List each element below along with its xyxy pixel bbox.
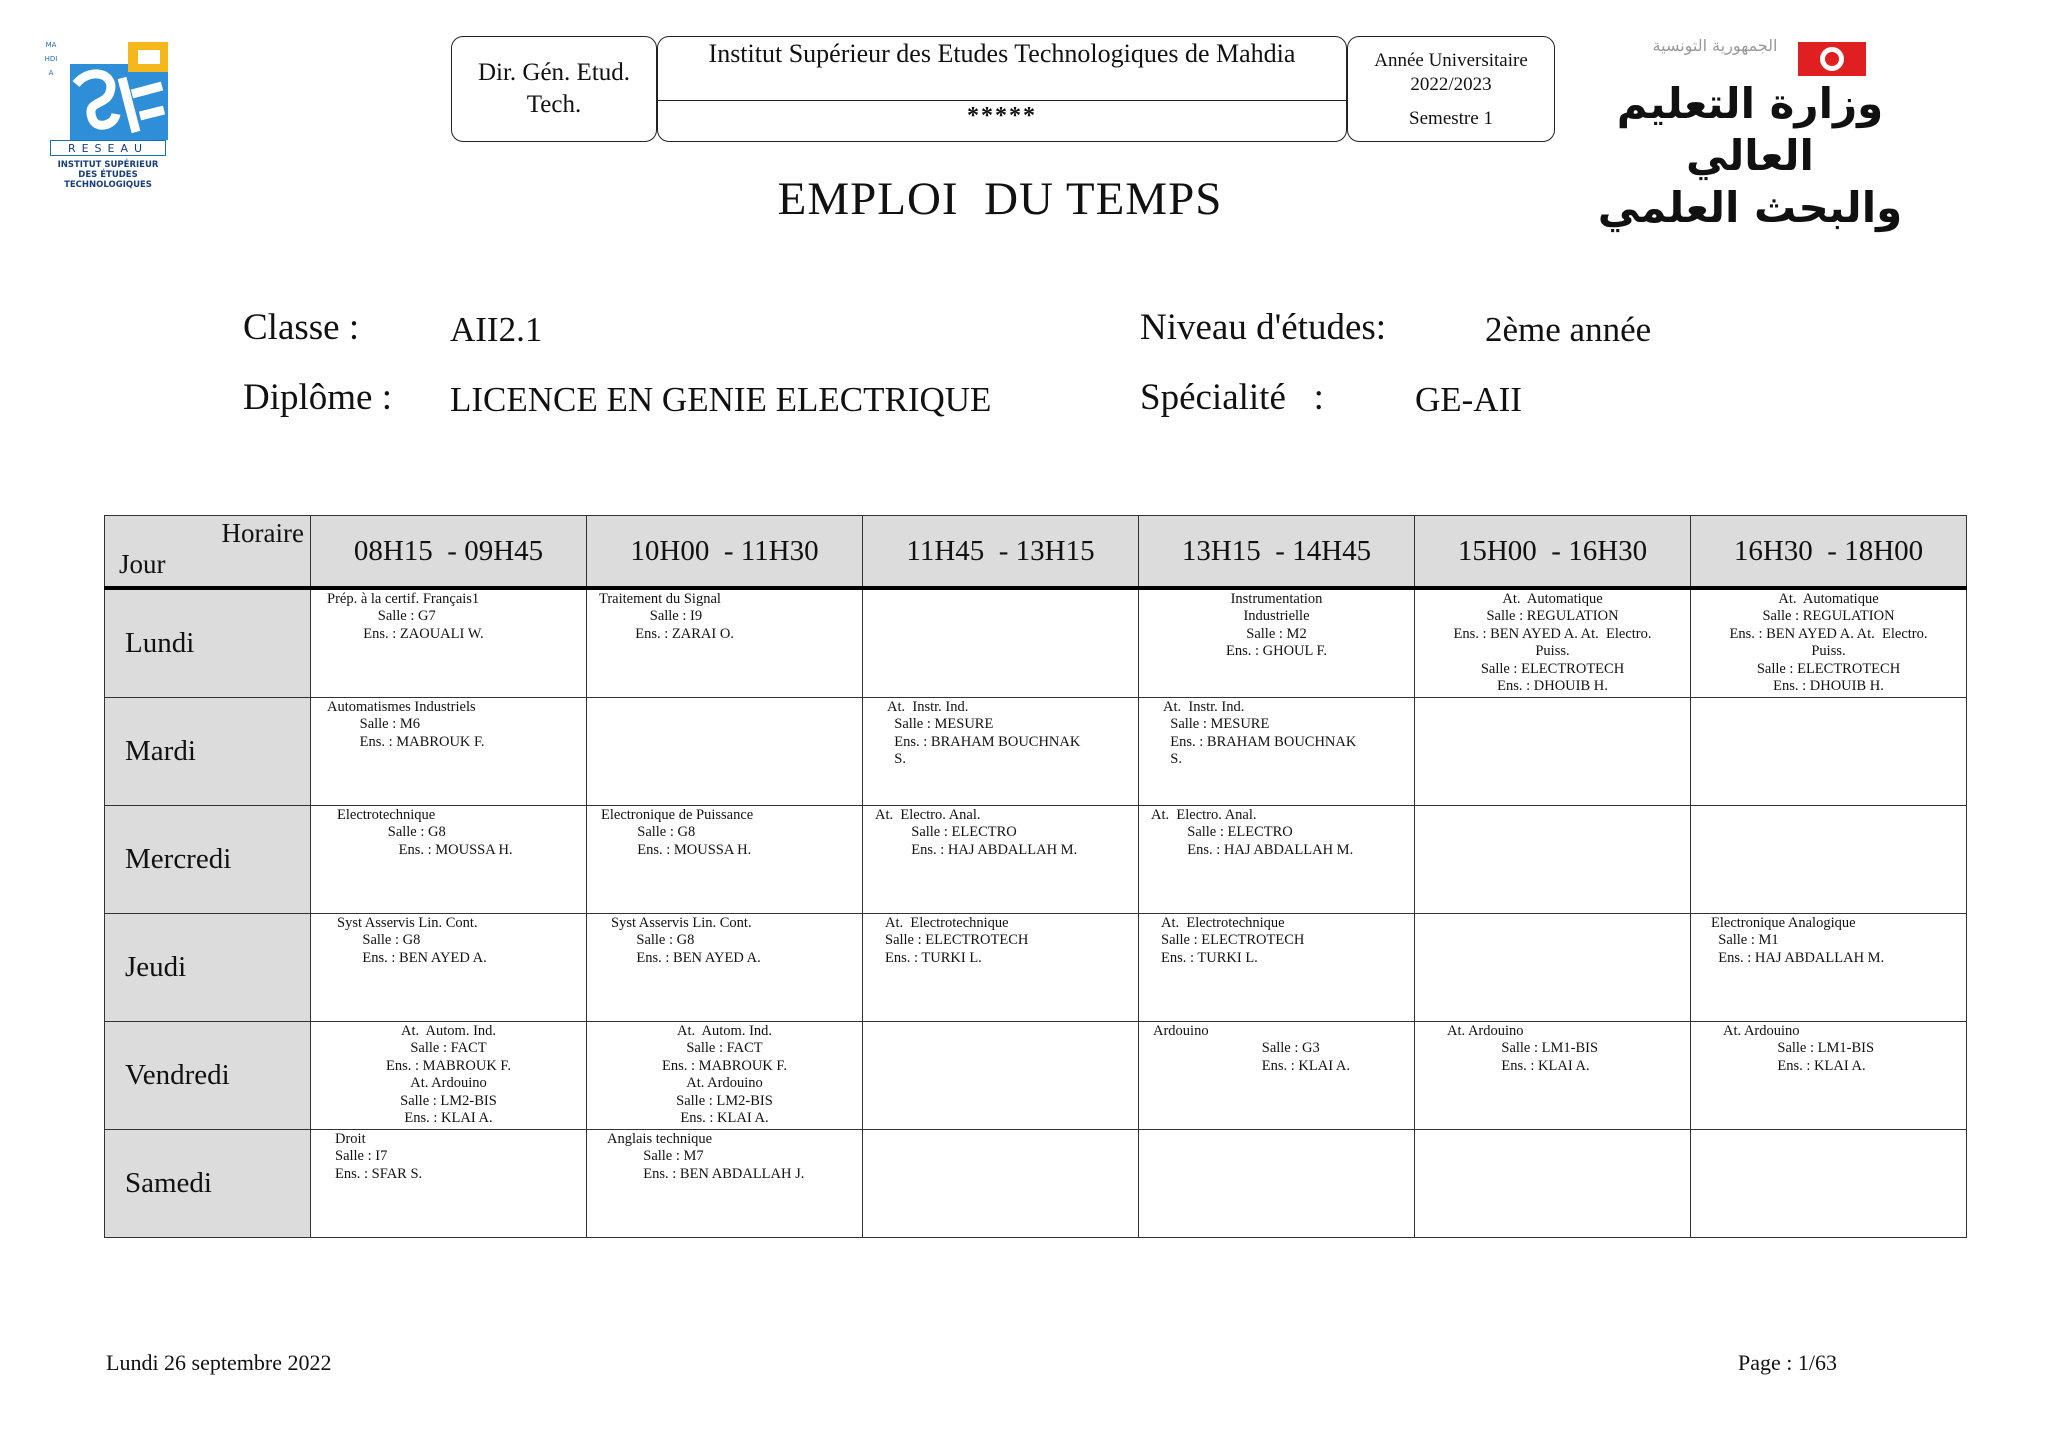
institute-logo: [36, 34, 176, 194]
course-cell: [1691, 914, 1967, 1022]
day-cell: Lundi: [105, 588, 311, 698]
jour-label: Jour: [119, 549, 166, 579]
course-text: Instrumentation Industrielle Salle : M2 Ens. : GHOUL F.: [1225, 591, 1327, 660]
horaire-label: Horaire: [221, 518, 304, 548]
course-text: [863, 590, 1138, 591]
course-cell: [1415, 1130, 1691, 1238]
course-cell: [1415, 1022, 1691, 1130]
course-cell: [587, 588, 863, 698]
course-text: Automatismes Industriels Salle : M6 Ens. : MABROUK F.: [327, 699, 485, 750]
course-cell: [1415, 588, 1691, 698]
academic-year-value: 2022/2023: [1410, 74, 1492, 95]
slot-header-5: 15H00 - 16H30: [1415, 516, 1691, 589]
footer-page-number: Page : 1/63: [1738, 1350, 1837, 1375]
slot-header-2: 10H00 - 11H30: [587, 516, 863, 589]
stars-separator: *****: [967, 103, 1037, 129]
niveau-value: 2ème année: [1485, 310, 1652, 349]
course-text: Electronique Analogique Salle : M1 Ens. : HAJ ABDALLAH M.: [1711, 915, 1885, 966]
table-row-mardi: [105, 698, 1967, 806]
semester-label: Semestre 1: [1409, 108, 1493, 129]
course-text: [1415, 698, 1690, 699]
course-cell: [311, 1130, 587, 1238]
course-text: Ardouino Salle : G3 Ens. : KLAI A.: [1153, 1023, 1350, 1074]
course-text: [1139, 1130, 1414, 1131]
table-header-row: [105, 516, 1967, 589]
course-cell: [1415, 914, 1691, 1022]
course-cell: [587, 806, 863, 914]
course-cell: [587, 1130, 863, 1238]
course-cell: [587, 698, 863, 806]
course-cell: [1691, 806, 1967, 914]
institute-box: [657, 36, 1347, 142]
footer-date: Lundi 26 septembre 2022: [106, 1350, 332, 1375]
specialite-value: GE-AII: [1415, 380, 1522, 419]
course-cell: [1139, 588, 1415, 698]
course-cell: [1691, 1130, 1967, 1238]
timetable: [104, 515, 1967, 1238]
table-row-samedi: [105, 1130, 1967, 1238]
course-text: At. Instr. Ind. Salle : MESURE Ens. : BRAHAM BOUCHNAK S.: [1163, 699, 1357, 768]
course-cell: [863, 914, 1139, 1022]
logo-graphic-icon: [36, 34, 176, 144]
course-text: At. Electrotechnique Salle : ELECTROTECH Ens. : TURKI L.: [1161, 915, 1305, 966]
course-text: At. Electro. Anal. Salle : ELECTRO Ens. : HAJ ABDALLAH M.: [875, 807, 1078, 858]
course-text: [1415, 1130, 1690, 1131]
direction-text: Dir. Gén. Etud. Tech.: [477, 59, 631, 118]
ministry-name: وزارة التعليم العالي والبحث العلمي: [1597, 79, 1903, 232]
slot-header-1: 08H15 - 09H45: [311, 516, 587, 589]
day-cell: Mercredi: [105, 806, 311, 914]
course-cell: [863, 1022, 1139, 1130]
course-cell: [1691, 588, 1967, 698]
course-cell: [311, 698, 587, 806]
institute-name: Institut Supérieur des Etudes Technologiques de Mahdia: [658, 37, 1346, 101]
course-text: Traitement du Signal Salle : I9 Ens. : ZARAI O.: [599, 591, 734, 642]
course-text: At. Autom. Ind. Salle : FACT Ens. : MABROUK F. At. Ardouino Salle : LM2-BIS Ens. : KLAI A.: [386, 1023, 511, 1127]
course-text: [863, 1130, 1138, 1131]
direction-box: [451, 36, 657, 142]
course-text: At. Autom. Ind. Salle : FACT Ens. : MABROUK F. At. Ardouino Salle : LM2-BIS Ens. : KLAI A.: [662, 1023, 787, 1127]
course-cell: [311, 588, 587, 698]
course-text: [1691, 806, 1966, 807]
course-cell: [1139, 914, 1415, 1022]
specialite-label: Spécialité :: [1140, 377, 1324, 418]
course-text: Syst Asservis Lin. Cont. Salle : G8 Ens. : BEN AYED A.: [337, 915, 487, 966]
course-text: [587, 698, 862, 699]
course-text: At. Electrotechnique Salle : ELECTROTECH Ens. : TURKI L.: [885, 915, 1029, 966]
course-text: [1415, 914, 1690, 915]
academic-year-box: [1347, 36, 1555, 142]
course-cell: [587, 914, 863, 1022]
course-cell: [311, 806, 587, 914]
course-text: Electronique de Puissance Salle : G8 Ens. : MOUSSA H.: [601, 807, 754, 858]
course-text: Droit Salle : I7 Ens. : SFAR S.: [335, 1131, 423, 1182]
diplome-label: Diplôme :: [243, 377, 393, 418]
table-row-lundi: [105, 588, 1967, 698]
course-cell: [1139, 698, 1415, 806]
course-cell: [863, 588, 1139, 698]
course-cell: [1691, 698, 1967, 806]
course-text: At. Electro. Anal. Salle : ELECTRO Ens. : HAJ ABDALLAH M.: [1151, 807, 1354, 858]
academic-year-label: Année Universitaire: [1374, 50, 1528, 71]
classe-label: Classe :: [243, 307, 360, 348]
course-cell: [1139, 806, 1415, 914]
slot-header-4: 13H15 - 14H45: [1139, 516, 1415, 589]
course-text: [863, 1022, 1138, 1023]
course-cell: [1415, 698, 1691, 806]
course-cell: [311, 914, 587, 1022]
course-cell: [863, 698, 1139, 806]
course-text: [1691, 1130, 1966, 1131]
course-cell: [1139, 1022, 1415, 1130]
course-text: At. Instr. Ind. Salle : MESURE Ens. : BRAHAM BOUCHNAK S.: [887, 699, 1081, 768]
ministry-logo: [1580, 36, 1920, 232]
table-row-vendredi: [105, 1022, 1967, 1130]
page-title: EMPLOI DU TEMPS: [777, 173, 1223, 225]
course-text: Anglais technique Salle : M7 Ens. : BEN ABDALLAH J.: [607, 1131, 805, 1182]
course-text: At. Automatique Salle : REGULATION Ens. : BEN AYED A. At. Electro. Puiss. Salle : ELECTROTECH Ens. : DHOUIB H.: [1453, 591, 1652, 695]
logo-institute-text: INSTITUT SUPÉRIEUR DES ÉTUDES TECHNOLOGIQUES: [57, 160, 159, 190]
diplome-value: LICENCE EN GENIE ELECTRIQUE: [450, 380, 992, 419]
tunisia-flag-icon: [1798, 42, 1866, 76]
course-text: Prép. à la certif. Français1 Salle : G7 Ens. : ZAOUALI W.: [327, 591, 484, 642]
day-cell: Mardi: [105, 698, 311, 806]
course-cell: [1139, 1130, 1415, 1238]
course-text: Electrotechnique Salle : G8 Ens. : MOUSSA H.: [337, 807, 513, 858]
corner-header: [105, 516, 311, 589]
course-text: Syst Asservis Lin. Cont. Salle : G8 Ens. : BEN AYED A.: [611, 915, 761, 966]
course-cell: [863, 1130, 1139, 1238]
day-cell: Jeudi: [105, 914, 311, 1022]
classe-value: AII2.1: [450, 310, 543, 349]
table-row-jeudi: [105, 914, 1967, 1022]
course-cell: [863, 806, 1139, 914]
course-cell: [1691, 1022, 1967, 1130]
slot-header-3: 11H45 - 13H15: [863, 516, 1139, 589]
slot-header-6: 16H30 - 18H00: [1691, 516, 1967, 589]
course-text: [1415, 806, 1690, 807]
logo-reseau-label: RESEAU: [50, 140, 166, 156]
course-text: At. Ardouino Salle : LM1-BIS Ens. : KLAI A.: [1723, 1023, 1875, 1074]
course-cell: [311, 1022, 587, 1130]
table-row-mercredi: [105, 806, 1967, 914]
niveau-label: Niveau d'études:: [1140, 307, 1387, 348]
logo-vertical-text: MAHDIA: [44, 41, 58, 77]
republic-text: الجمهورية التونسية: [1652, 36, 1778, 55]
course-text: At. Automatique Salle : REGULATION Ens. : BEN AYED A. At. Electro. Puiss. Salle : ELECTROTECH Ens. : DHOUIB H.: [1729, 591, 1928, 695]
course-cell: [587, 1022, 863, 1130]
course-text: [1691, 698, 1966, 699]
day-cell: Samedi: [105, 1130, 311, 1238]
day-cell: Vendredi: [105, 1022, 311, 1130]
course-text: At. Ardouino Salle : LM1-BIS Ens. : KLAI A.: [1447, 1023, 1599, 1074]
course-cell: [1415, 806, 1691, 914]
